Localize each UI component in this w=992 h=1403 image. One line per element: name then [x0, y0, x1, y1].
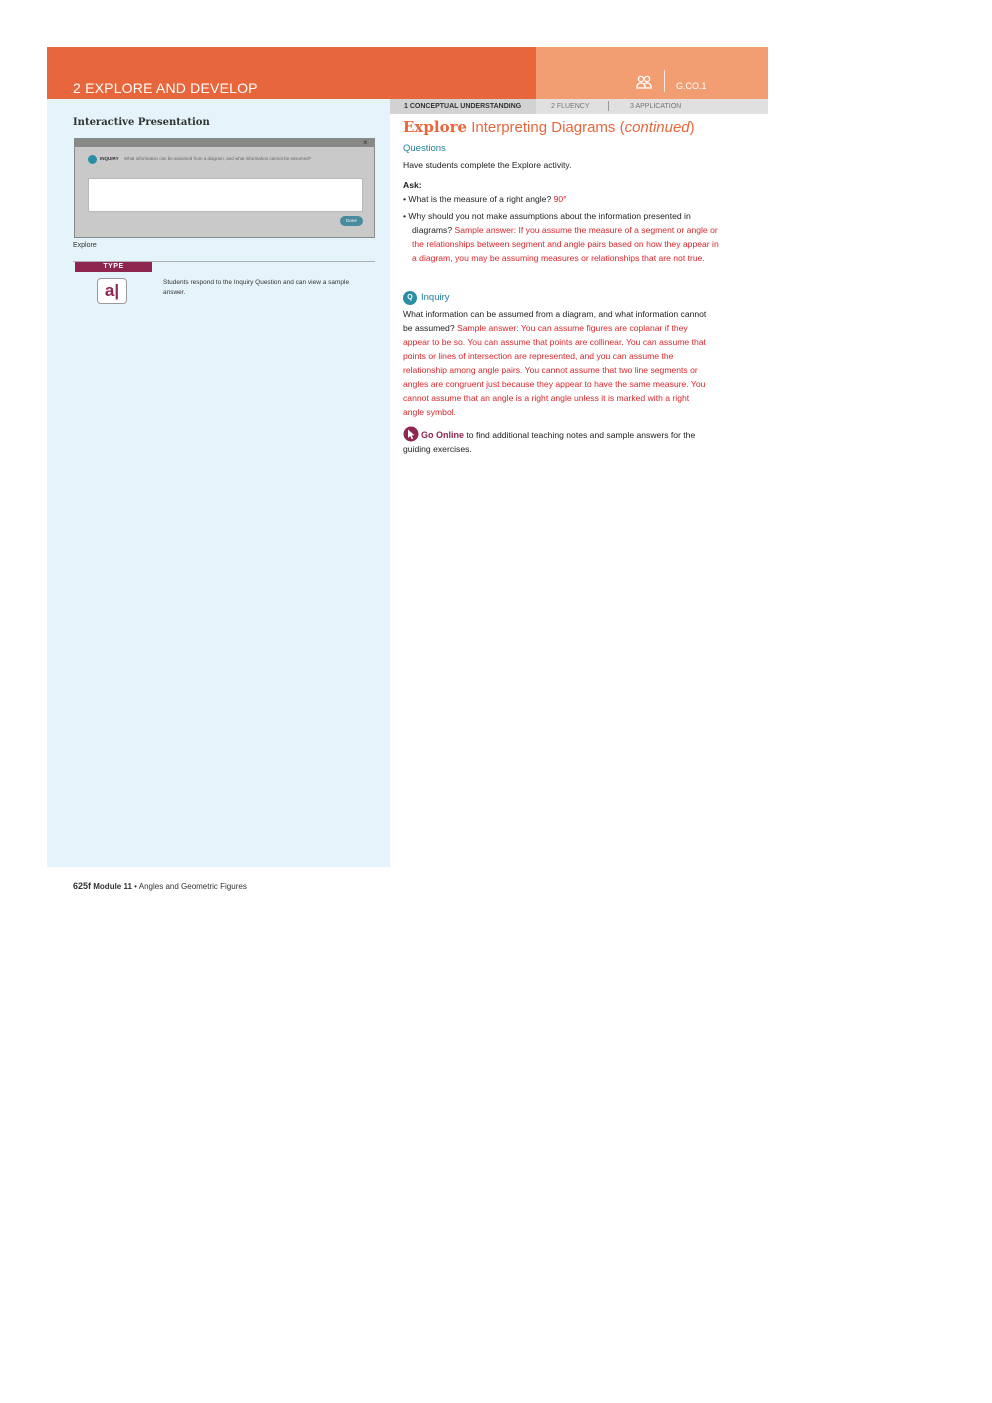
page-title	[403, 118, 695, 136]
screenshot-inquiry-question: What information can be assumed from a diagram, and what information cannot be assumed?	[124, 156, 312, 161]
standard-code: G.CO.1	[676, 81, 707, 91]
title-continued: continued	[624, 119, 690, 136]
questions-heading: Questions	[403, 143, 446, 154]
ask-label: Ask:	[403, 180, 422, 190]
go-online-link[interactable]: Go Online	[421, 430, 465, 440]
inquiry-heading: Inquiry	[421, 292, 450, 303]
bullet-answer: Sample answer: If you assume the measure of a segment or angle or the relationships between segment and angle pairs based on how they appear in a diagram, you may be assuming measures or relationships that are not true.	[412, 225, 719, 263]
type-description: Students respond to the Inquiry Question and can view a sample answer.	[163, 279, 350, 296]
question-bullet-1	[403, 192, 713, 206]
footer-topic: Angles and Geometric Figures	[138, 882, 247, 891]
header-standard-band	[536, 47, 768, 99]
response-input[interactable]	[88, 178, 363, 212]
questions-intro: Have students complete the Explore activity.	[403, 160, 572, 170]
close-icon[interactable]: ×	[363, 138, 368, 147]
inquiry-answer: Sample answer: You can assume figures are coplanar if they appear to be so. You can assume that points are collinear. You can assume that points or lines of intersection are represented, and you can assume the relationship among angle pairs. You cannot assume that two line segments or angles are congruent just because they appear to have the same measure. You cannot assume that an angle is a right angle unless it is marked with a right angle symbol.	[403, 323, 706, 417]
footer-separator: •	[134, 882, 137, 891]
inquiry-body	[403, 307, 708, 419]
title-explore: Explore	[403, 118, 468, 136]
inquiry-icon: Q	[403, 291, 417, 305]
inquiry-question: What information can be assumed from a diagram, and what information cannot be assumed?	[403, 309, 707, 333]
inquiry-icon	[88, 155, 97, 164]
question-bullet-2	[403, 209, 722, 265]
interactive-presentation-heading: Interactive Presentation	[73, 117, 210, 128]
tab-application: 3 APPLICATION	[630, 103, 682, 110]
bullet-question: • Why should you not make assumptions about the information presented in diagrams?	[403, 211, 691, 235]
screenshot-inquiry-label: INQUIRY	[100, 156, 119, 161]
type-tab: TYPE	[75, 262, 152, 272]
title-close-paren: )	[689, 119, 695, 136]
tab-fluency: 2 FLUENCY	[551, 103, 590, 110]
type-text-icon: a|	[97, 278, 127, 304]
done-button[interactable]: Done	[340, 216, 363, 226]
screenshot-caption: Explore	[73, 242, 97, 249]
go-online-note	[403, 428, 703, 456]
group-people-icon	[636, 75, 652, 89]
footer-module: Module 11	[93, 882, 132, 891]
title-topic: Interpreting Diagrams (	[471, 119, 625, 136]
page-number: 625f	[73, 881, 92, 891]
page-footer	[73, 881, 247, 891]
header-divider	[664, 70, 665, 92]
screenshot-title-bar	[75, 139, 374, 147]
go-online-text: to find additional teaching notes and sample answers for the guiding exercises.	[403, 430, 696, 454]
bullet-answer: 90°	[553, 194, 567, 204]
section-title: 2 EXPLORE AND DEVELOP	[73, 80, 258, 96]
tab-conceptual-understanding: 1 CONCEPTUAL UNDERSTANDING	[404, 103, 522, 110]
bullet-question: • What is the measure of a right angle?	[403, 194, 552, 204]
tab-separator	[608, 101, 609, 111]
